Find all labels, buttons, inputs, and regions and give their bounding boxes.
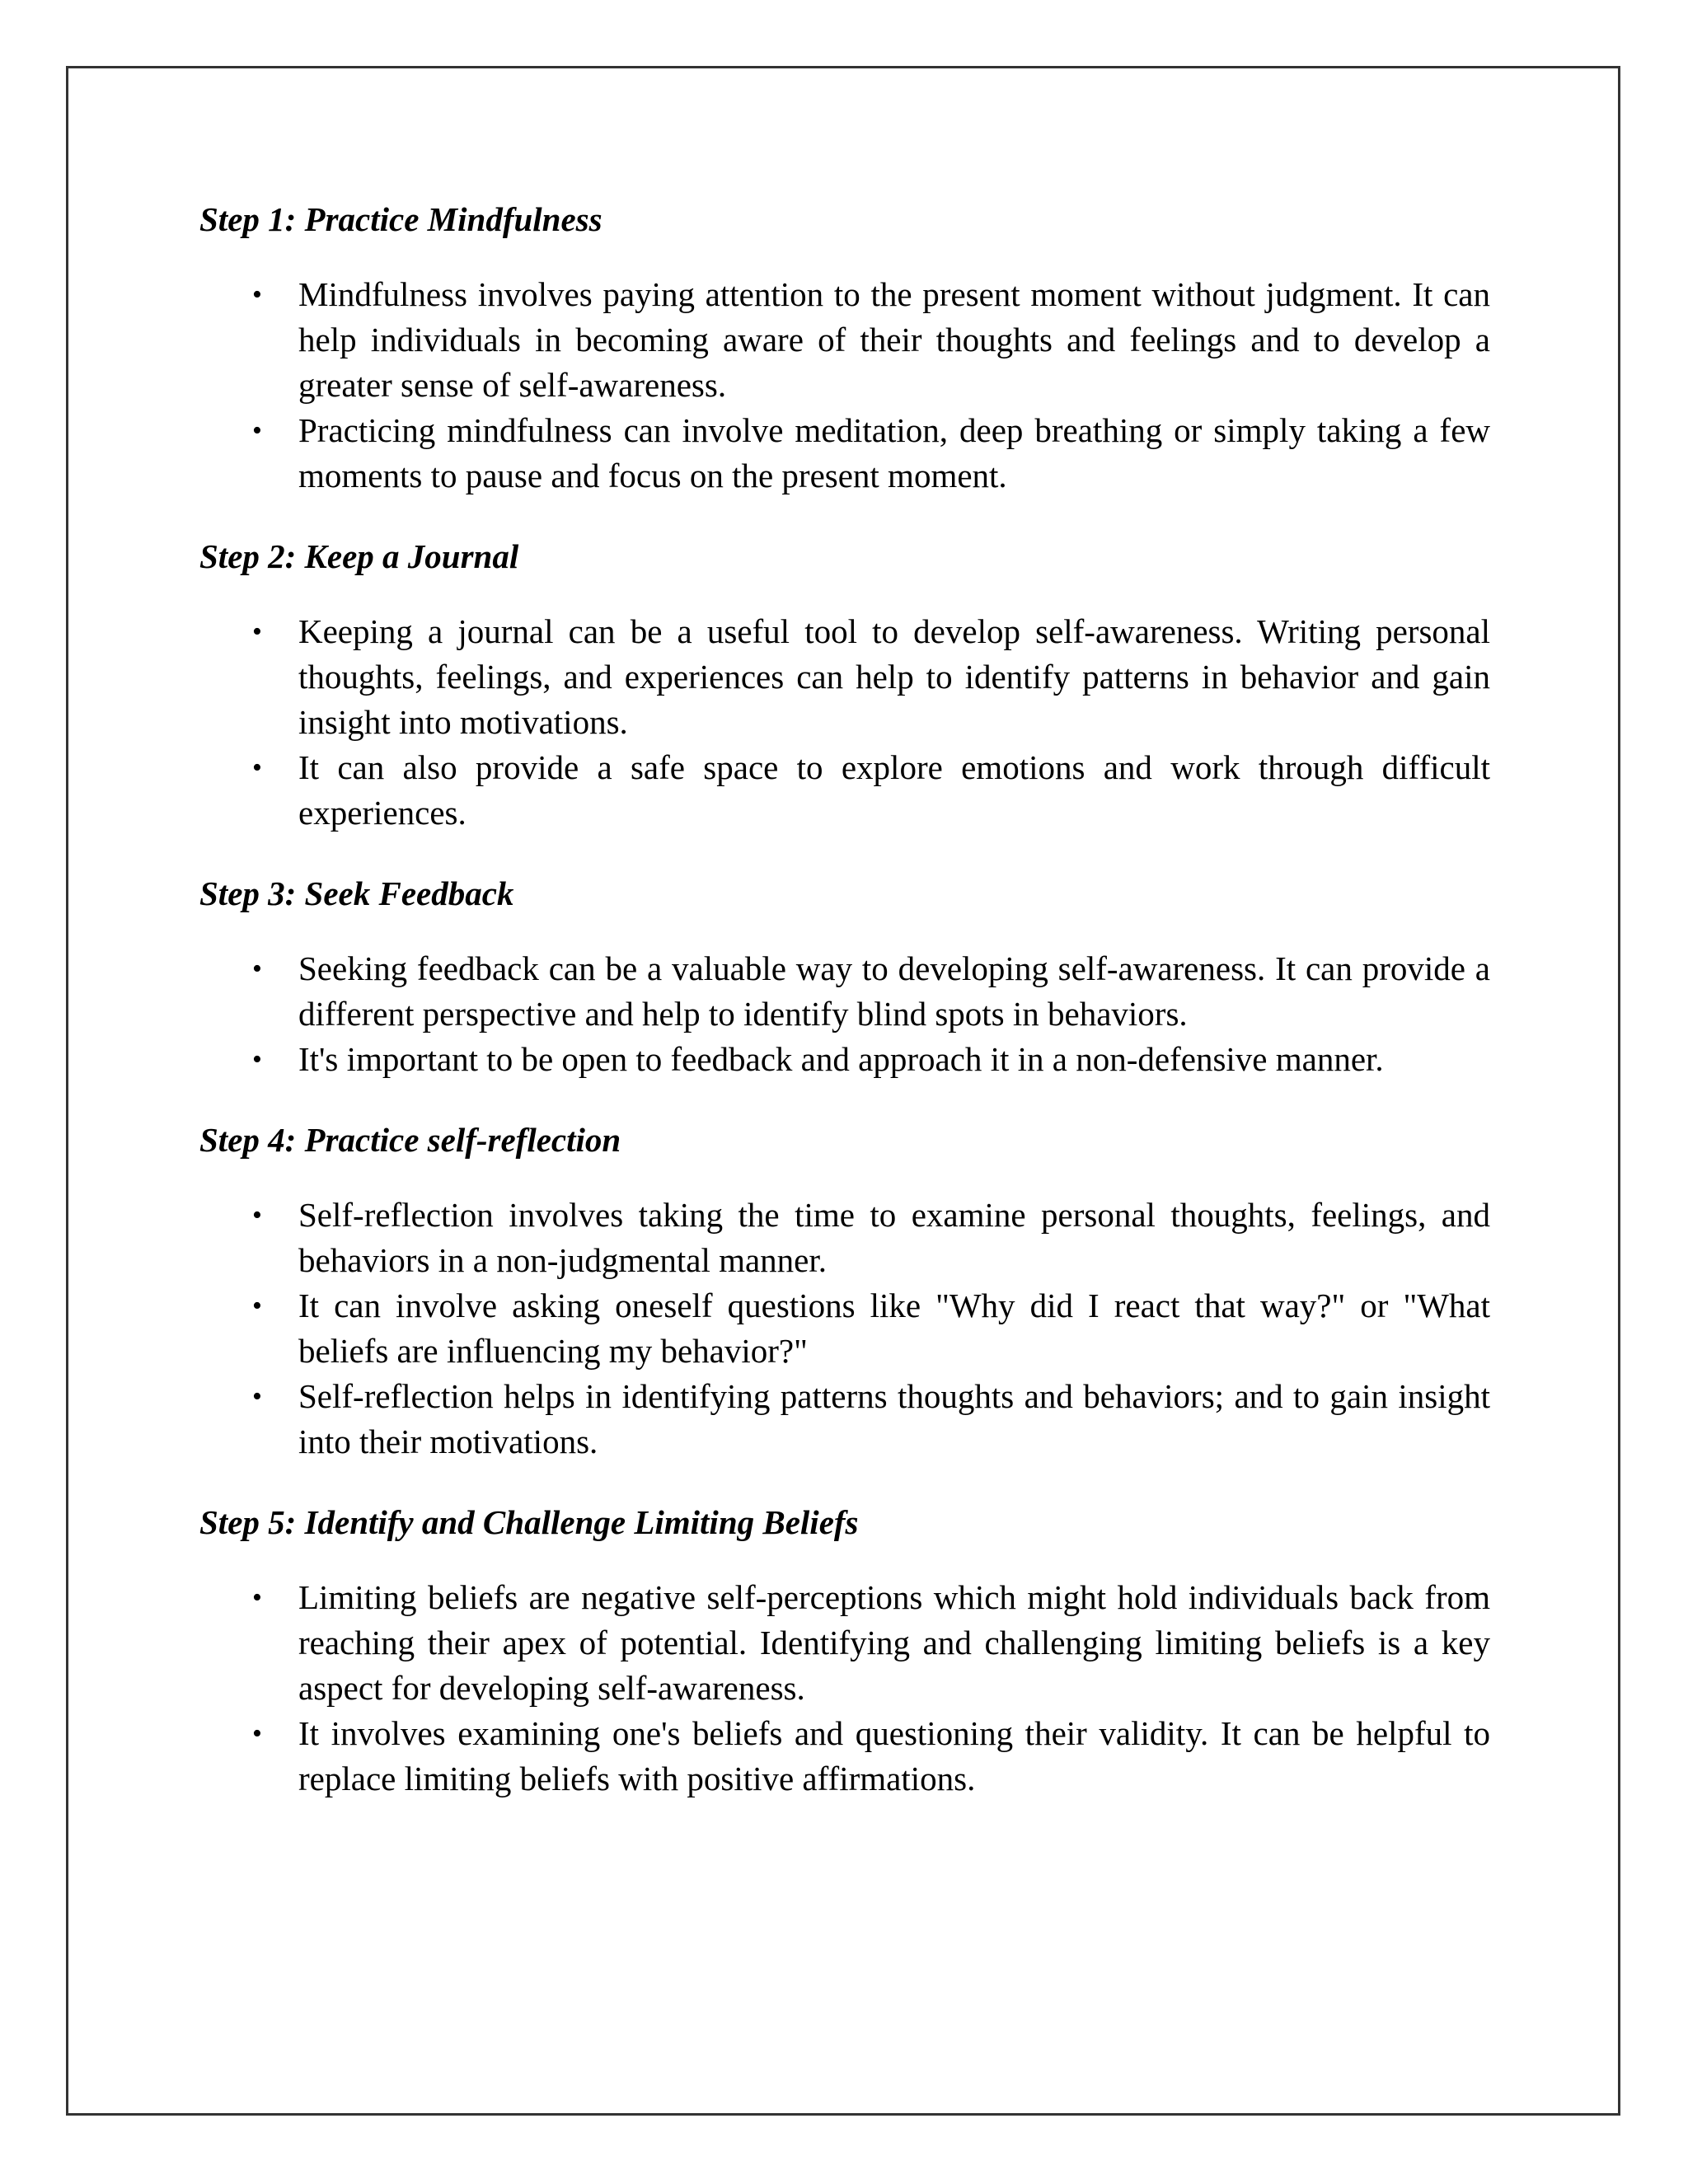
bullet-icon: • bbox=[252, 1582, 262, 1613]
step-4-section bbox=[199, 1117, 1490, 1465]
list-item bbox=[199, 408, 1490, 499]
bullet-icon: • bbox=[252, 415, 262, 446]
bullet-icon: • bbox=[252, 1381, 262, 1412]
bullet-icon: • bbox=[252, 1718, 262, 1749]
list-item bbox=[199, 1037, 1490, 1082]
step-3-heading: Step 3: Seek Feedback bbox=[199, 874, 514, 912]
list-item-text: Self-reflection helps in identifying patterns thoughts and behaviors; and to gain insight into their motivations. bbox=[298, 1377, 1490, 1460]
step-3-list bbox=[199, 946, 1490, 1082]
step-5-section bbox=[199, 1499, 1490, 1802]
list-item-text: Mindfulness involves paying attention to the present moment without judgment. It can help individuals in becoming aware of their thoughts and feelings and to develop a greater sense of self-awareness. bbox=[298, 275, 1490, 404]
step-2-section bbox=[199, 533, 1490, 836]
list-item-text: It involves examining one's beliefs and questioning their validity. It can be helpful to replace limiting beliefs with positive affirmations. bbox=[298, 1714, 1490, 1797]
bullet-icon: • bbox=[252, 954, 262, 984]
step-5-list bbox=[199, 1575, 1490, 1802]
bullet-icon: • bbox=[252, 279, 262, 310]
list-item-text: It's important to be open to feedback and approach it in a non-defensive manner. bbox=[298, 1040, 1384, 1078]
bullet-icon: • bbox=[252, 1200, 262, 1230]
list-item-text: Limiting beliefs are negative self-perceptions which might hold individuals back from reaching their apex of potential. Identifying and challenging limiting beliefs is a key aspect for developing self-awareness. bbox=[298, 1578, 1490, 1707]
step-4-heading: Step 4: Practice self-reflection bbox=[199, 1121, 621, 1159]
step-5-heading: Step 5: Identify and Challenge Limiting Beliefs bbox=[199, 1503, 859, 1541]
step-1-heading: Step 1: Practice Mindfulness bbox=[199, 200, 603, 238]
list-item bbox=[199, 1283, 1490, 1374]
list-item-text: Keeping a journal can be a useful tool to develop self-awareness. Writing personal thoughts, feelings, and experiences can help to identify patterns in behavior and gain insight into motivations. bbox=[298, 612, 1490, 741]
list-item bbox=[199, 272, 1490, 408]
list-item-text: Self-reflection involves taking the time to examine personal thoughts, feelings, and behaviors in a non-judgmental manner. bbox=[298, 1196, 1490, 1279]
step-4-list bbox=[199, 1193, 1490, 1465]
list-item bbox=[199, 1711, 1490, 1802]
list-item bbox=[199, 1575, 1490, 1711]
list-item-text: It can also provide a safe space to explore emotions and work through difficult experiences. bbox=[298, 748, 1490, 832]
bullet-icon: • bbox=[252, 752, 262, 783]
step-2-list bbox=[199, 609, 1490, 836]
document-content bbox=[199, 196, 1490, 1836]
step-1-section bbox=[199, 196, 1490, 499]
bullet-icon: • bbox=[252, 616, 262, 647]
list-item-text: It can involve asking oneself questions like "Why did I react that way?" or "What beliefs are influencing my behavior?" bbox=[298, 1286, 1490, 1370]
bullet-icon: • bbox=[252, 1044, 262, 1075]
step-3-section bbox=[199, 870, 1490, 1082]
list-item-text: Practicing mindfulness can involve meditation, deep breathing or simply taking a few moments to pause and focus on the present moment. bbox=[298, 411, 1490, 494]
list-item-text: Seeking feedback can be a valuable way to developing self-awareness. It can provide a different perspective and help to identify blind spots in behaviors. bbox=[298, 949, 1490, 1033]
list-item bbox=[199, 745, 1490, 836]
list-item bbox=[199, 609, 1490, 745]
step-1-list bbox=[199, 272, 1490, 499]
step-2-heading: Step 2: Keep a Journal bbox=[199, 537, 519, 575]
list-item bbox=[199, 946, 1490, 1037]
list-item bbox=[199, 1193, 1490, 1283]
list-item bbox=[199, 1374, 1490, 1465]
bullet-icon: • bbox=[252, 1291, 262, 1321]
